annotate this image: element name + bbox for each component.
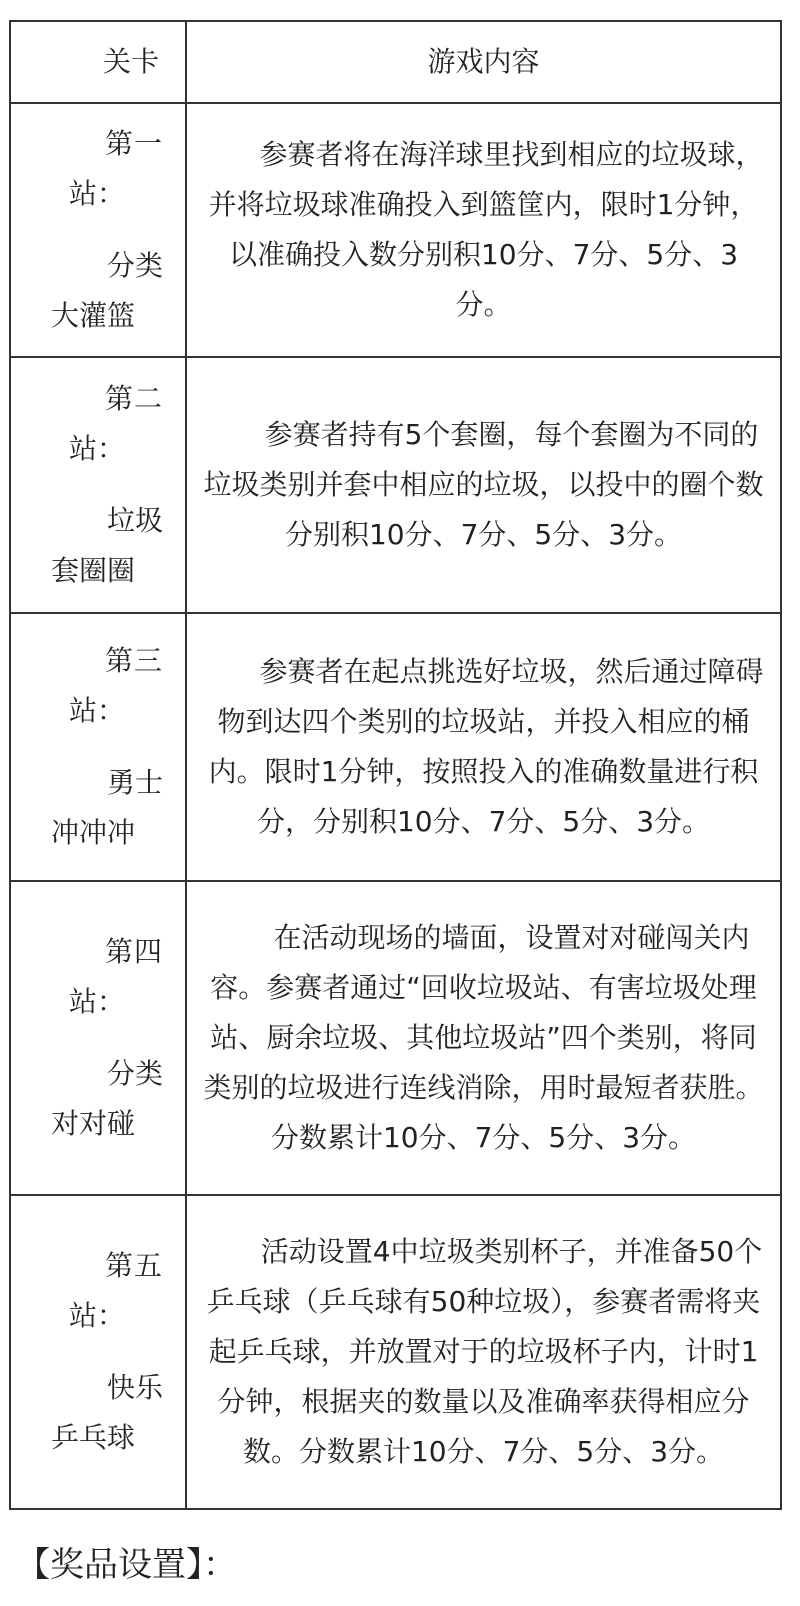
table-row	[10, 881, 781, 1195]
stage-number: 第五	[104, 1249, 163, 1282]
content-cell	[186, 103, 781, 357]
stage-name-line-2: 乒乓球	[51, 1421, 136, 1454]
table-row	[10, 613, 781, 881]
stage-description: 参赛者持有5个套圈，每个套圈为不同的垃圾类别并套中相应的垃圾，以投中的圈个数分别积10分、7分、5分、3分。	[203, 418, 764, 551]
stage-cell	[10, 357, 186, 613]
stage-description: 活动设置4中垃圾类别杯子，并准备50个乒乓球（乒乓球有50种垃圾），参赛者需将夹起乒乓球，并放置对于的垃圾杯子内，计时1分钟，根据夹的数量以及准确率获得相应分数。分数累计10分、7分、5分、3分。	[206, 1235, 763, 1468]
top-margin	[0, 0, 800, 18]
stage-name-line-2: 套圈圈	[51, 554, 136, 587]
header-content: 游戏内容	[186, 21, 781, 103]
content-cell	[186, 1195, 781, 1509]
stage-number: 第三	[104, 644, 163, 677]
content-cell	[186, 357, 781, 613]
stage-description: 在活动现场的墙面，设置对对碰闯关内容。参赛者通过“回收垃圾站、有害垃圾处理站、厨余垃圾、其他垃圾站”四个类别，将同类别的垃圾进行连线消除，用时最短者获胜。分数累计10分、7分、5分、3分。	[203, 921, 764, 1154]
stage-name-line-2: 对对碰	[51, 1107, 136, 1140]
content-cell	[186, 881, 781, 1195]
table-row	[10, 357, 781, 613]
stage-name-line-1: 分类	[106, 1057, 163, 1090]
table-row	[10, 103, 781, 357]
stage-table	[9, 20, 782, 1510]
stage-number: 第二	[104, 382, 163, 415]
stage-cell	[10, 103, 186, 357]
stage-suffix: 站：	[69, 432, 126, 465]
table-header-row	[10, 21, 781, 103]
stage-suffix: 站：	[69, 1299, 126, 1332]
stage-name-line-1: 分类	[106, 249, 163, 282]
stage-suffix: 站：	[69, 177, 126, 210]
stage-number: 第一	[104, 127, 163, 160]
prize-heading: 【奖品设置】：	[16, 1545, 237, 1585]
stage-description: 参赛者在起点挑选好垃圾，然后通过障碍物到达四个类别的垃圾站，并投入相应的桶内。限时1分钟，按照投入的准确数量进行积分，分别积10分、7分、5分、3分。	[208, 655, 764, 838]
stage-name-line-1: 勇士	[106, 766, 163, 799]
stage-name-line-1: 快乐	[106, 1371, 163, 1404]
stage-name-line-2: 冲冲冲	[51, 816, 136, 849]
stage-description: 参赛者将在海洋球里找到相应的垃圾球，并将垃圾球准确投入到篮筐内，限时1分钟，以准确投入数分别积10分、7分、5分、3分。	[208, 138, 764, 321]
stage-number: 第四	[104, 935, 163, 968]
stage-suffix: 站：	[69, 985, 126, 1018]
header-stage: 关卡	[10, 21, 186, 103]
stage-name-line-2: 大灌篮	[51, 299, 136, 332]
stage-cell	[10, 881, 186, 1195]
stage-suffix: 站：	[69, 694, 126, 727]
stage-name-line-1: 垃圾	[106, 504, 163, 537]
stage-cell	[10, 613, 186, 881]
stage-cell	[10, 1195, 186, 1509]
content-cell	[186, 613, 781, 881]
table-row	[10, 1195, 781, 1509]
